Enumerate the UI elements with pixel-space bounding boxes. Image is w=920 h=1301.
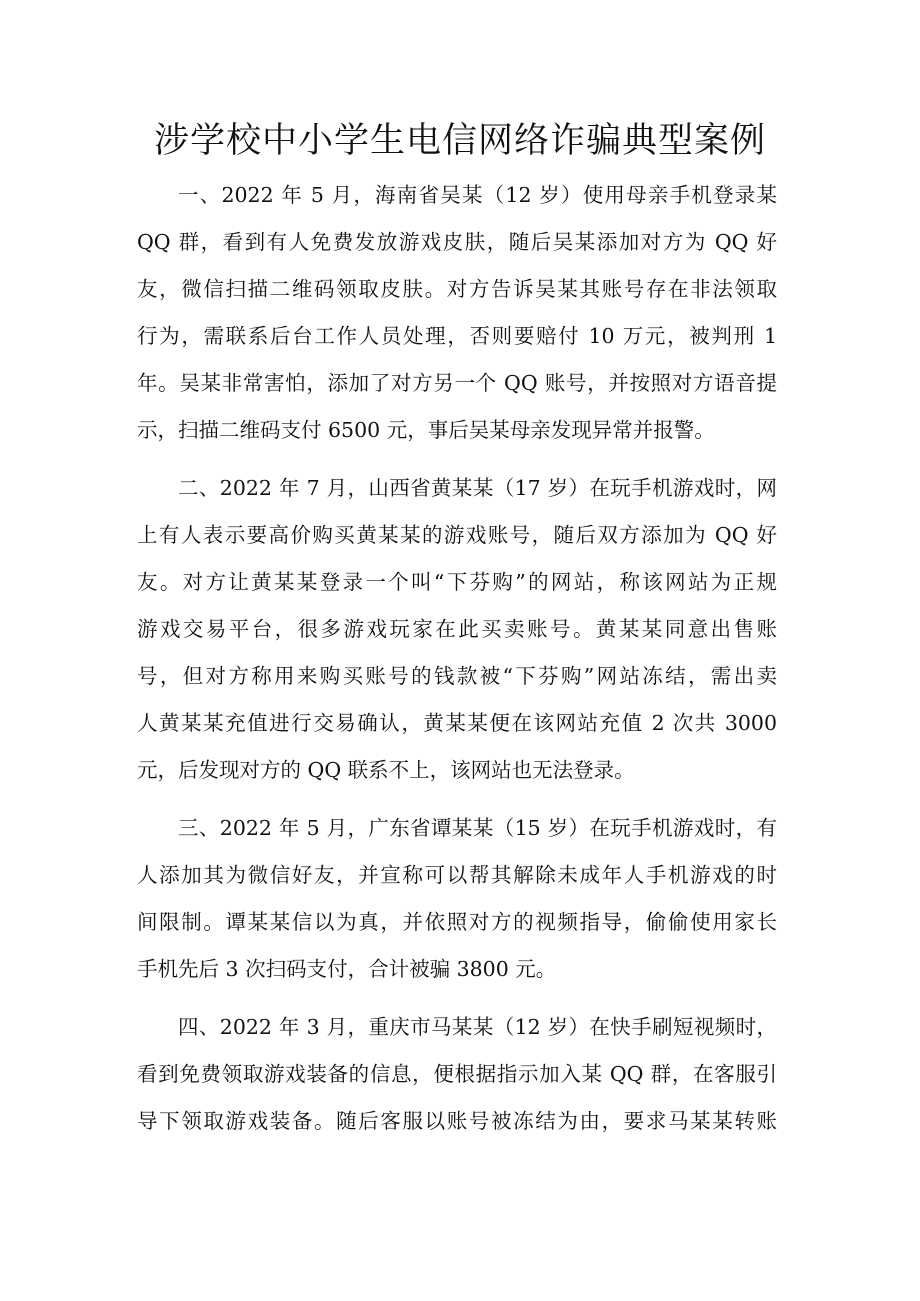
paragraph-line: 号，但对方称用来购买账号的钱款被“下芬购”网站冻结，需出卖 [137,664,777,688]
case-paragraph-4 [137,1004,777,1145]
paragraph-line: 间限制。谭某某信以为真，并依照对方的视频指导，偷偷使用家长 [137,910,777,934]
paragraph-line: 导下领取游戏装备。随后客服以账号被冻结为由，要求马某某转账 [137,1109,777,1133]
document-body [137,172,777,1156]
paragraph-line: 年。吴某非常害怕，添加了对方另一个 QQ 账号，并按照对方语音提 [137,371,777,395]
case-paragraph-1 [137,172,777,454]
paragraph-line: 看到免费领取游戏装备的信息，便根据指示加入某 QQ 群，在客服引 [137,1062,777,1086]
paragraph-line: 友，微信扫描二维码领取皮肤。对方告诉吴某其账号存在非法领取 [137,277,777,301]
paragraph-line: 二、2022 年 7 月，山西省黄某某（17 岁）在玩手机游戏时，网 [178,476,777,500]
paragraph-line: QQ 群，看到有人免费发放游戏皮肤，随后吴某添加对方为 QQ 好 [137,230,777,254]
paragraph-line: 人添加其为微信好友，并宣称可以帮其解除未成年人手机游戏的时 [137,863,777,887]
paragraph-line: 元，后发现对方的 QQ 联系不上，该网站也无法登录。 [137,758,635,782]
case-paragraph-3 [137,805,777,993]
document-title: 涉学校中小学生电信网络诈骗典型案例 [153,121,766,161]
paragraph-line: 手机先后 3 次扫码支付，合计被骗 3800 元。 [137,957,557,981]
paragraph-line: 一、2022 年 5 月，海南省吴某（12 岁）使用母亲手机登录某 [178,183,777,207]
paragraph-line: 示，扫描二维码支付 6500 元，事后吴某母亲发现异常并报警。 [137,418,715,442]
paragraph-line: 上有人表示要高价购买黄某某的游戏账号，随后双方添加为 QQ 好 [137,523,777,547]
case-paragraph-2 [137,465,777,794]
paragraph-line: 四、2022 年 3 月，重庆市马某某（12 岁）在快手刷短视频时， [178,1015,777,1039]
paragraph-line: 三、2022 年 5 月，广东省谭某某（15 岁）在玩手机游戏时，有 [178,816,777,840]
paragraph-line: 行为，需联系后台工作人员处理，否则要赔付 10 万元，被判刑 1 [137,324,777,348]
paragraph-line: 游戏交易平台，很多游戏玩家在此买卖账号。黄某某同意出售账 [137,617,777,641]
paragraph-line: 人黄某某充值进行交易确认，黄某某便在该网站充值 2 次共 3000 [137,711,777,735]
paragraph-line: 友。对方让黄某某登录一个叫“下芬购”的网站，称该网站为正规 [137,570,777,594]
